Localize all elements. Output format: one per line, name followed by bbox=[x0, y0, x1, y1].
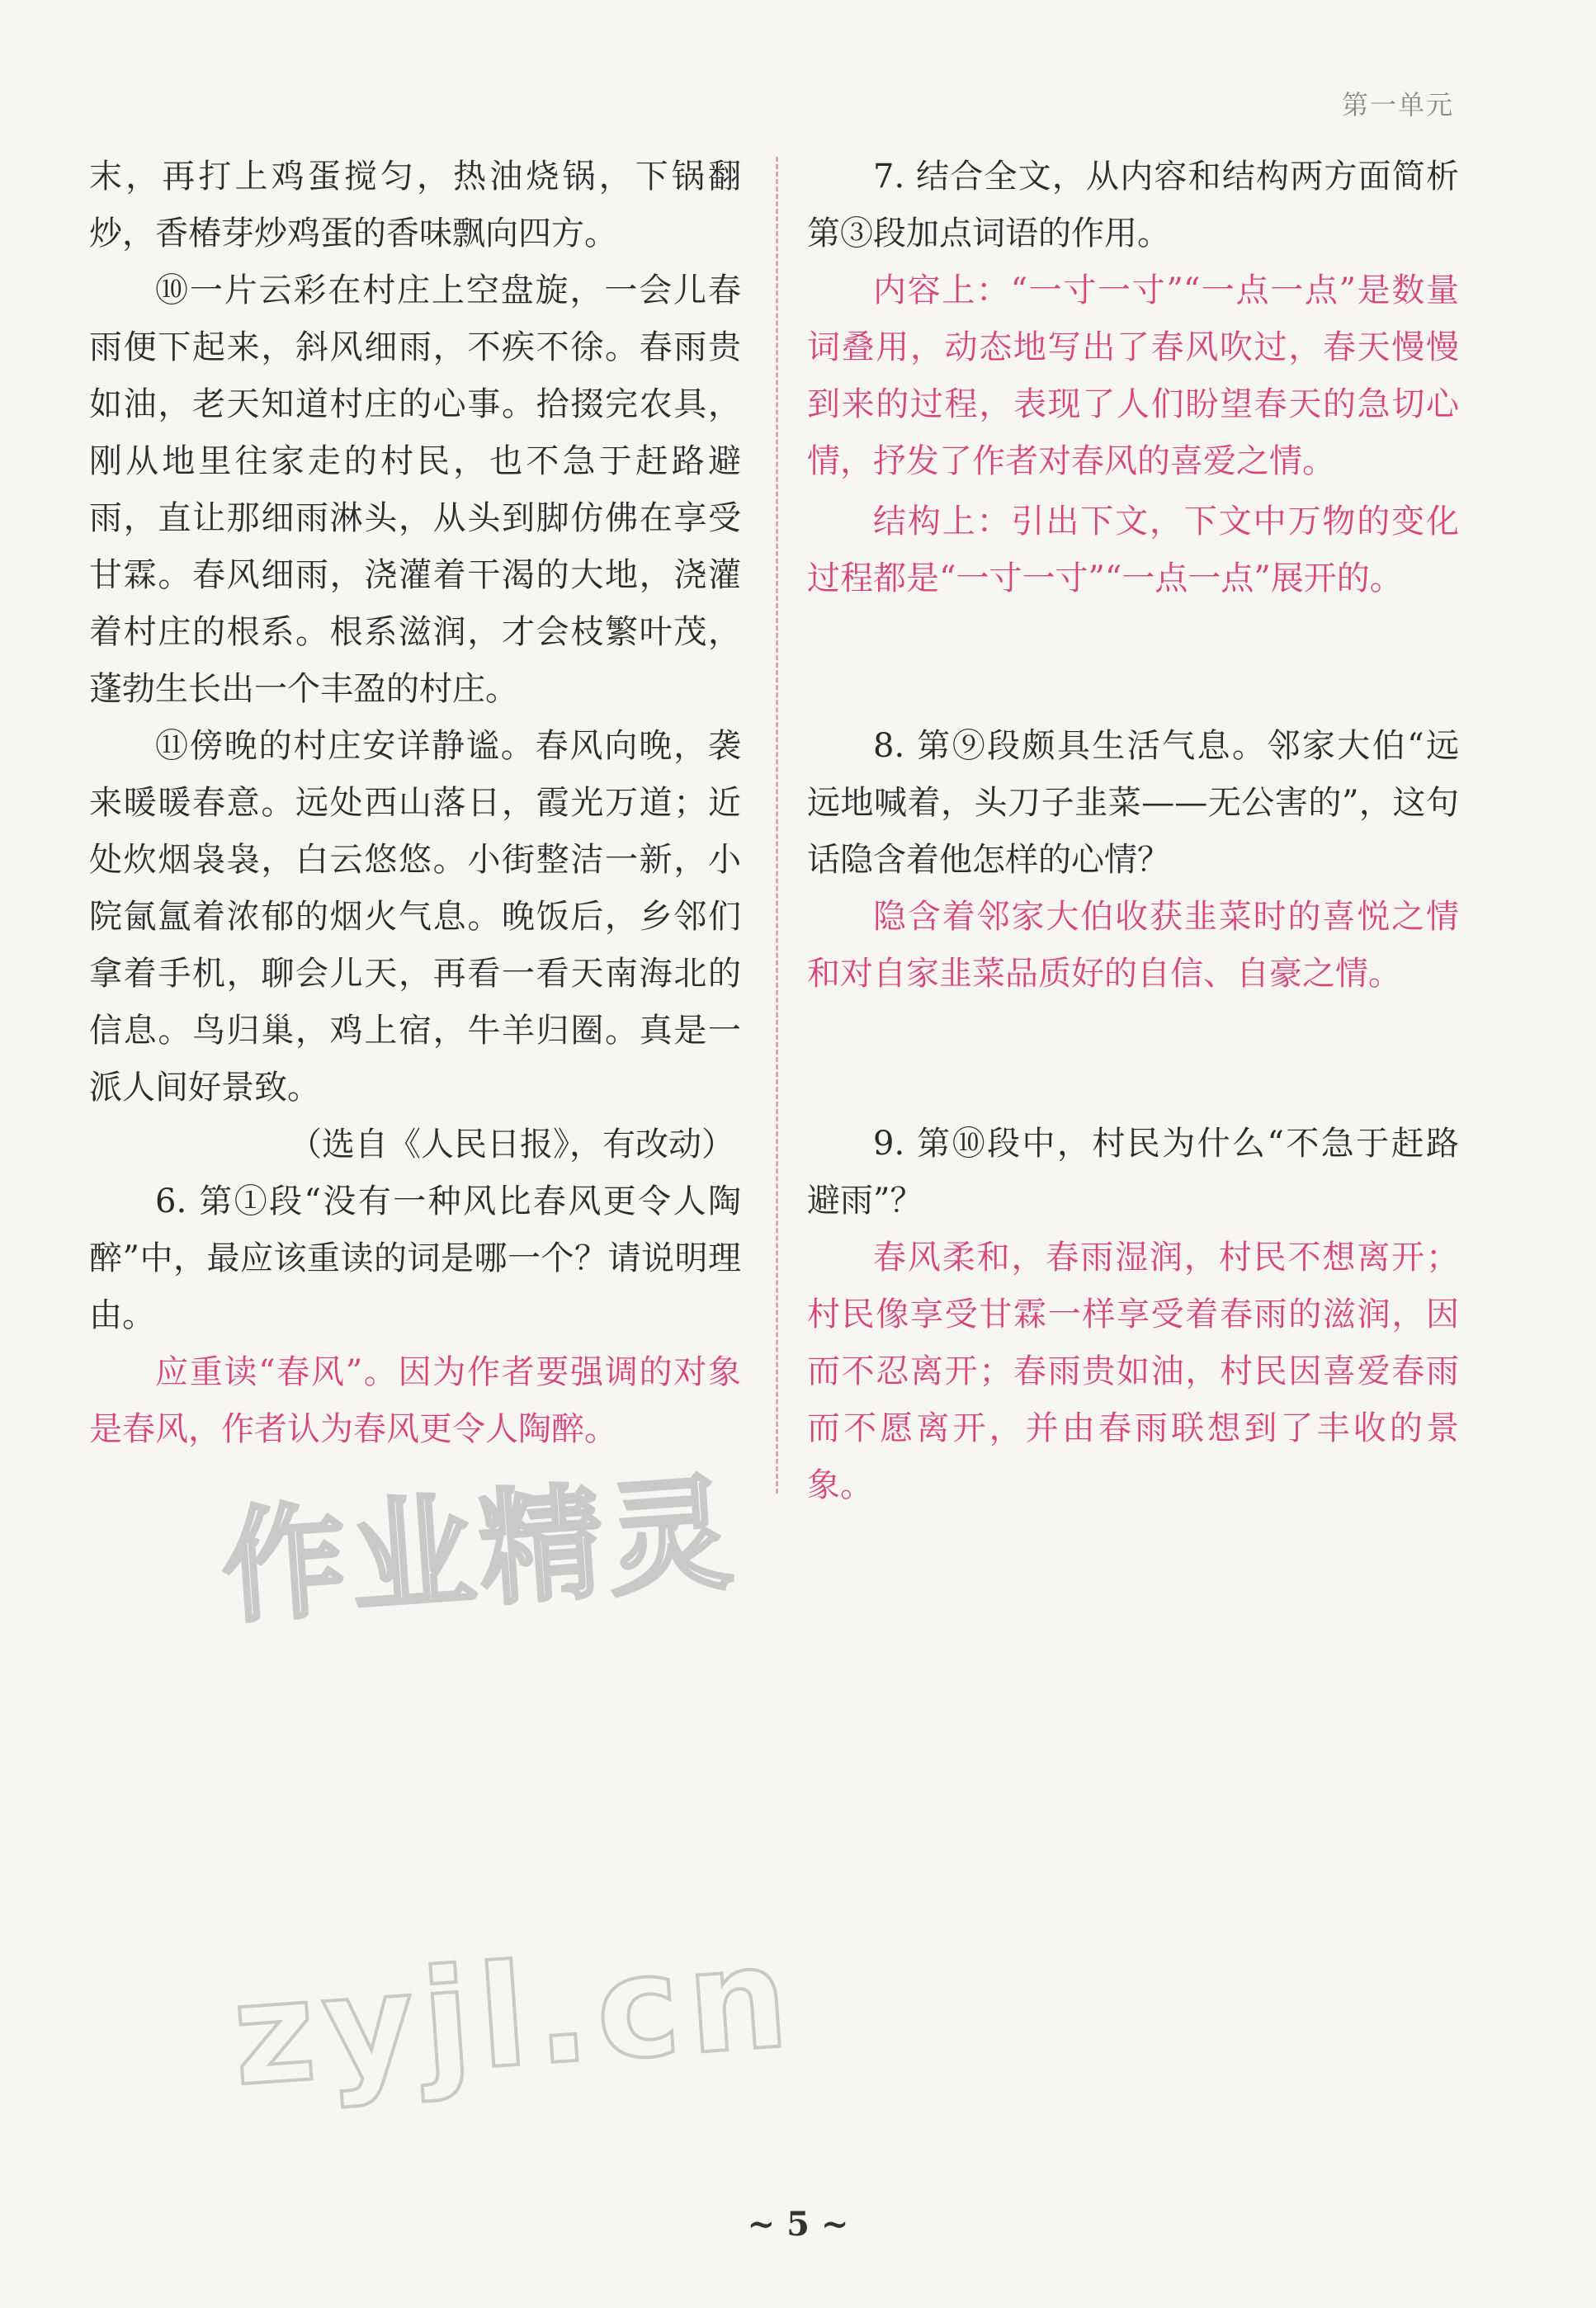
question-7: 7. 结合全文，从内容和结构两方面简析第③段加点词语的作用。 bbox=[807, 158, 1459, 253]
source-citation: （选自《人民日报》，有改动） bbox=[289, 1126, 734, 1163]
answer-7-structure: 结构上：引出下文，下文中万物的变化过程都是“一寸一寸”“一点一点”展开的。 bbox=[807, 503, 1459, 597]
left-column bbox=[89, 149, 741, 1458]
answer-6: 应重读“春风”。因为作者要强调的对象是春风，作者认为春风更令人陶醉。 bbox=[89, 1353, 741, 1448]
answer-8: 隐含着邻家大伯收获韭菜时的喜悦之情和对自家韭菜品质好的自信、自豪之情。 bbox=[807, 898, 1459, 993]
paragraph-continuation: 末，再打上鸡蛋搅匀，热油烧锅，下锅翻炒，香椿芽炒鸡蛋的香味飘向四方。 bbox=[89, 158, 741, 253]
question-9-block bbox=[807, 1116, 1459, 1514]
paragraph-10: ⑩一片云彩在村庄上空盘旋，一会儿春雨便下起来，斜风细雨，不疾不徐。春雨贵如油，老天知道村庄的心事。拾掇完农具，刚从地里往家走的村民，也不急于赶路避雨，直让那细雨淋头，从头到脚仿佛在享受甘霖。春风细雨，浇灌着干渴的大地，浇灌着村庄的根系。根系滋润，才会枝繁叶茂，蓬勃生长出一个丰盈的村庄。 bbox=[89, 271, 741, 708]
question-6: 6. 第①段“没有一种风比春风更令人陶醉”中，最应该重读的词是哪一个？请说明理由。 bbox=[89, 1182, 741, 1334]
answer-7-content: 内容上：“一寸一寸”“一点一点”是数量词叠用，动态地写出了春风吹过，春天慢慢到来的过程，表现了人们盼望春天的急切心情，抒发了作者对春风的喜爱之情。 bbox=[807, 271, 1459, 480]
paragraph-11: ⑪傍晚的村庄安详静谧。春风向晚，袭来暖暖春意。远处西山落日，霞光万道；近处炊烟袅袅，白云悠悠。小街整洁一新，小院氤氲着浓郁的烟火气息。晚饭后，乡邻们拿着手机，聊会儿天，再看一看天南海北的信息。鸟归巢，鸡上宿，牛羊归圈。真是一派人间好景致。 bbox=[89, 727, 741, 1107]
question-7-block bbox=[807, 149, 1459, 607]
question-9: 9. 第⑩段中，村民为什么“不急于赶路避雨”？ bbox=[807, 1125, 1459, 1220]
unit-header: 第一单元 bbox=[1341, 89, 1454, 120]
question-8-block bbox=[807, 718, 1459, 1003]
question-8: 8. 第⑨段颇具生活气息。邻家大伯“远远地喊着，头刀子韭菜——无公害的”，这句话隐含着他怎样的心情？ bbox=[807, 727, 1459, 879]
watermark-url: zyjl.cn bbox=[227, 1915, 801, 2118]
answer-9: 春风柔和，春雨湿润，村民不想离开；村民像享受甘霖一样享受着春雨的滋润，因而不忍离开；春雨贵如油，村民因喜爱春雨而不愿离开，并由春雨联想到了丰收的景象。 bbox=[807, 1239, 1459, 1504]
column-divider bbox=[776, 157, 778, 1494]
watermark-logo-text: 作业精灵 bbox=[217, 1461, 742, 1641]
page-number: ~ 5 ~ bbox=[747, 2205, 849, 2244]
